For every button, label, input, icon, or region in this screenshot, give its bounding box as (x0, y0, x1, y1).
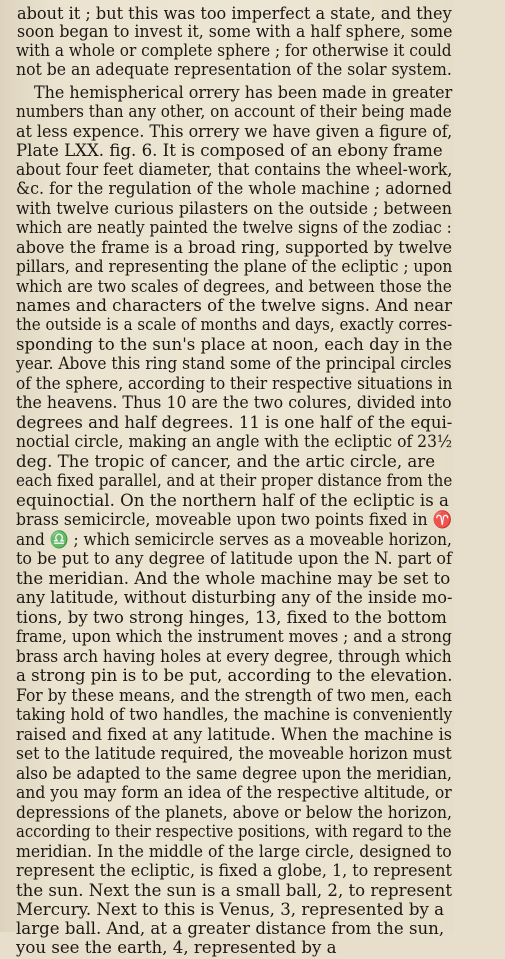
line-text: depressions of the planets, above or below the horizon, (16, 803, 452, 822)
line-text: &c. for the regulation of the whole machine ; adorned (16, 179, 452, 198)
line-text: taking hold of two handles, the machine is conveniently (16, 705, 453, 724)
line-text: of the sphere, according to their respective situations in (16, 374, 453, 393)
text-line (16, 936, 454, 959)
line-text: brass semicircle, moveable upon two points fixed in ♈ (16, 510, 453, 529)
line-text: names and characters of the twelve signs. And near (16, 296, 453, 315)
text-line (16, 58, 454, 81)
line-text: also be adapted to the same degree upon the meridian, (16, 764, 452, 783)
line-text: year. Above this ring stand some of the principal circles (16, 354, 452, 373)
line-text: frame, upon which the instrument moves ; and a strong (16, 627, 452, 646)
line-text: Plate LXX. fig. 6. It is composed of an ebony frame (16, 141, 443, 160)
line-text: the heavens. Thus 10 are the two colures, divided into (16, 393, 452, 412)
line-text: The hemispherical orrery has been made in greater (34, 83, 453, 102)
line-text: equinoctial. On the northern half of the ecliptic is a (16, 491, 449, 510)
line-text: the outside is a scale of months and days, exactly corres- (16, 315, 453, 334)
line-text: to be put to any degree of latitude upon the N. part of (16, 549, 452, 568)
line-text: For by these means, and the strength of two men, each (16, 686, 452, 705)
line-text: according to their respective positions, with regard to the (16, 822, 452, 841)
line-text: at less expence. This orrery we have given a figure of, (16, 122, 453, 141)
line-text: brass arch having holes at every degree, through which (16, 647, 452, 666)
line-text: degrees and half degrees. 11 is one half of the equi- (16, 413, 453, 432)
line-text: the sun. Next the sun is a small ball, 2, to represent (16, 881, 452, 900)
line-text: above the frame is a broad ring, supported by twelve (16, 238, 453, 257)
line-text: the meridian. And the whole machine may be set to (16, 569, 451, 588)
line-text: which are two scales of degrees, and between those the (16, 277, 452, 296)
line-text: about it ; but this was too imperfect a state, and they (17, 4, 452, 23)
line-text: tions, by two strong hinges, 13, fixed to the bottom (16, 608, 447, 627)
line-text: large ball. And, at a greater distance from the sun, (16, 919, 445, 938)
line-text: numbers than any other, on account of their being made (16, 102, 452, 121)
line-text: and you may form an idea of the respective altitude, or (16, 783, 452, 802)
line-text: and ♎ ; which semicircle serves as a moveable horizon, (16, 530, 452, 549)
line-text: a strong pin is to be put, according to the elevation. (16, 666, 453, 685)
line-text: with a whole or complete sphere ; for otherwise it could (16, 41, 452, 60)
line-text: Mercury. Next to this is Venus, 3, represented by a (16, 900, 445, 919)
line-text: represent the ecliptic, is fixed a globe, 1, to represent (16, 861, 452, 880)
line-text: any latitude, without disturbing any of the inside mo- (16, 588, 453, 607)
line-text: sponding to the sun's place at noon, each day in the (16, 335, 453, 354)
line-text: raised and fixed at any latitude. When the machine is (16, 725, 453, 744)
line-text: about four feet diameter, that contains the wheel-work, (16, 160, 453, 179)
line-text: which are neatly painted the twelve signs of the zodiac : (16, 218, 452, 237)
line-text: each fixed parallel, and at their proper distance from the (16, 471, 453, 490)
line-text: set to the latitude required, the moveable horizon must (16, 744, 452, 763)
line-text: with twelve curious pilasters on the outside ; between (16, 199, 452, 218)
line-text: pillars, and representing the plane of the ecliptic ; upon (16, 257, 453, 276)
line-text: soon began to invest it, some with a half sphere, some (17, 22, 453, 41)
line-text: meridian. In the middle of the large circle, designed to (16, 842, 452, 861)
line-text: not be an adequate representation of the solar system. (16, 60, 452, 79)
line-text: deg. The tropic of cancer, and the artic circle, are (16, 452, 436, 471)
line-text: you see the earth, 4, represented by a (16, 938, 337, 957)
line-text: noctial circle, making an angle with the ecliptic of 23½ (16, 432, 453, 451)
